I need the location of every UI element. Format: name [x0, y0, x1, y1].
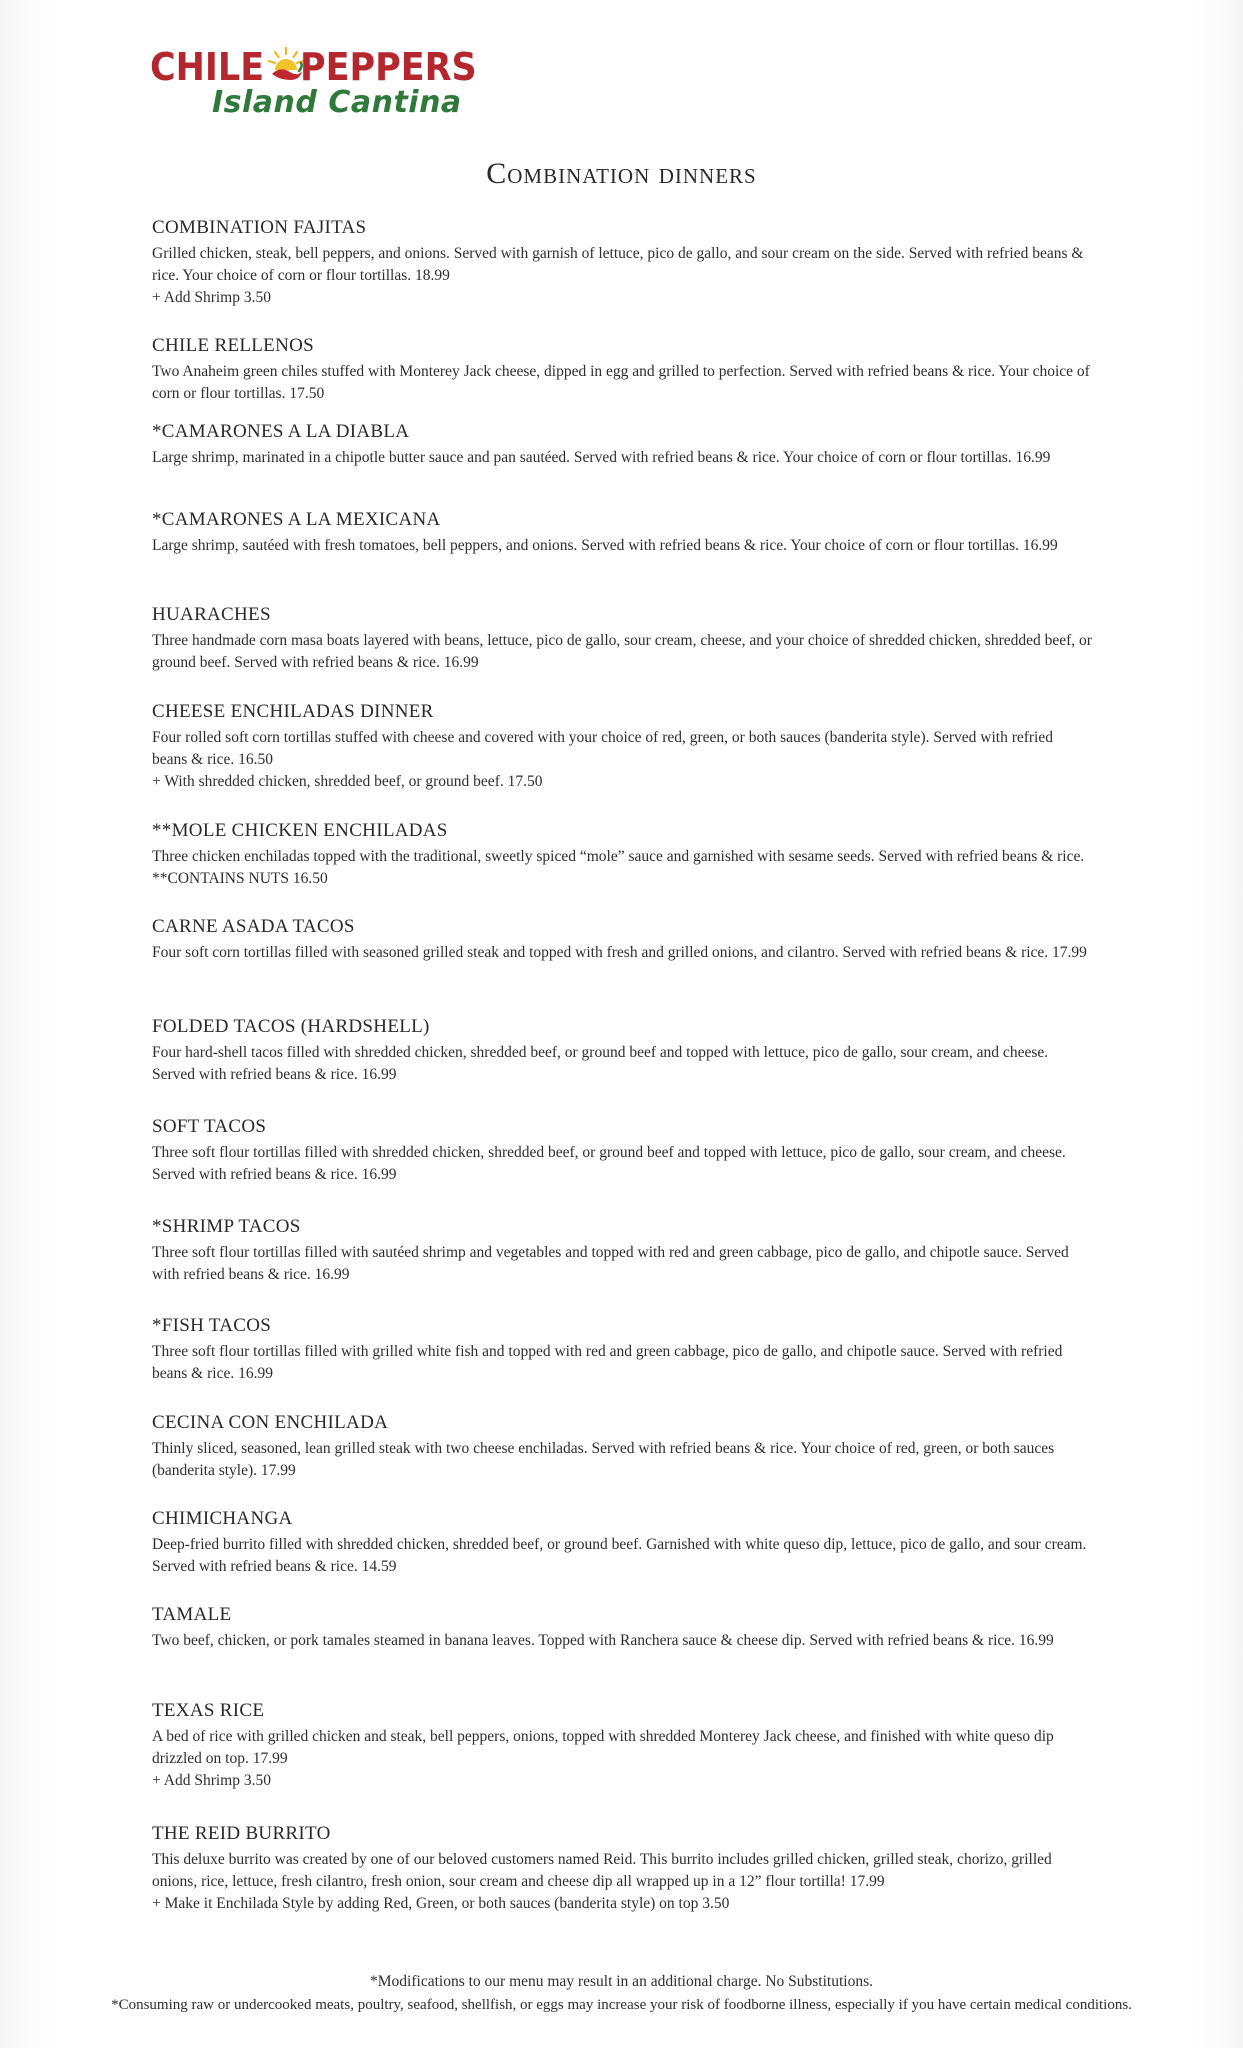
logo-subtitle: Island Cantina	[212, 85, 462, 120]
menu-item	[152, 1116, 1092, 1186]
menu-item-description: Thinly sliced, seasoned, lean grilled steak with two cheese enchiladas. Served with refried beans & rice. Your choice of red, green, or both sauces (banderita style). 17.99	[152, 1440, 1055, 1479]
footer-modifications-note: *Modifications to our menu may result in an additional charge. No Substitutions.	[370, 1973, 873, 1990]
menu-item	[152, 509, 1092, 557]
logo-word-peppers: PEPPERS	[300, 45, 477, 89]
menu-item	[152, 1700, 1092, 1792]
menu-item-description: Four rolled soft corn tortillas stuffed with cheese and covered with your choice of red, green, or both sauces (banderita style). Served with refried beans & rice. 16.50	[152, 729, 1053, 768]
menu-item-description: Three soft flour tortillas filled with shredded chicken, shredded beef, or ground beef and topped with lettuce, pico de gallo, sour cream, and cheese. Served with refried beans & rice. 16.99	[152, 1144, 1066, 1183]
menu-item-name: *FISH TACOS	[152, 1315, 272, 1336]
menu-item-name: THE REID BURRITO	[152, 1823, 331, 1844]
menu-item-name: CARNE ASADA TACOS	[152, 916, 355, 937]
menu-item	[152, 820, 1092, 890]
menu-item	[152, 701, 1092, 793]
menu-item	[152, 1823, 1092, 1915]
menu-item	[152, 1508, 1092, 1578]
menu-item-description: A bed of rice with grilled chicken and steak, bell peppers, onions, topped with shredded Monterey Jack cheese, and finished with white queso dip drizzled on top. 17.99	[152, 1728, 1054, 1767]
menu-item-description: Two beef, chicken, or pork tamales steamed in banana leaves. Topped with Ranchera sauce & cheese dip. Served with refried beans & rice. 16.99	[152, 1632, 1054, 1649]
menu-item-name: HUARACHES	[152, 604, 271, 625]
menu-item-description: Three chicken enchiladas topped with the traditional, sweetly spiced “mole” sauce and garnished with sesame seeds. Served with refried beans & rice. **CONTAINS NUTS 16.50	[152, 848, 1085, 887]
menu-item	[152, 604, 1092, 674]
menu-item-addon: + Make it Enchilada Style by adding Red, Green, or both sauces (banderita style) on top 3.50	[152, 1895, 730, 1912]
menu-item-name: TAMALE	[152, 1604, 232, 1625]
menu-item-description: Three handmade corn masa boats layered with beans, lettuce, pico de gallo, sour cream, cheese, and your choice of shredded chicken, shredded beef, or ground beef. Served with refried beans & rice. 16.99	[152, 632, 1092, 671]
menu-item-name: FOLDED TACOS (HARDSHELL)	[152, 1016, 430, 1037]
menu-item-name: *CAMARONES A LA DIABLA	[152, 421, 410, 442]
menu-item-name: COMBINATION FAJITAS	[152, 217, 367, 238]
menu-item	[152, 1216, 1092, 1286]
menu-item-description: Large shrimp, sautéed with fresh tomatoes, bell peppers, and onions. Served with refried beans & rice. Your choice of corn or flour tortillas. 16.99	[152, 537, 1058, 554]
menu-item-name: CECINA CON ENCHILADA	[152, 1412, 389, 1433]
menu-item	[152, 421, 1092, 469]
menu-item-name: SOFT TACOS	[152, 1116, 267, 1137]
menu-item	[152, 1315, 1092, 1385]
menu-item-name: CHILE RELLENOS	[152, 335, 314, 356]
menu-item-description: Three soft flour tortillas filled with grilled white fish and topped with red and green cabbage, pico de gallo, and chipotle sauce. Served with refried beans & rice. 16.99	[152, 1343, 1063, 1382]
menu-item-description: Deep-fried burrito filled with shredded chicken, shredded beef, or ground beef. Garnished with white queso dip, lettuce, pico de gallo, and sour cream. Served with refried beans & rice. 14.59	[152, 1536, 1087, 1575]
menu-item	[152, 1412, 1092, 1482]
menu-item	[152, 335, 1092, 405]
footer-health-warning: *Consuming raw or undercooked meats, poultry, seafood, shellfish, or eggs may increase your risk of foodborne illness, especially if you have certain medical conditions.	[111, 1997, 1132, 2013]
menu-item	[152, 1016, 1092, 1086]
menu-item-description: Two Anaheim green chiles stuffed with Monterey Jack cheese, dipped in egg and grilled to perfection. Served with refried beans & rice. Your choice of corn or flour tortillas. 17.50	[152, 363, 1090, 402]
menu-item-name: CHIMICHANGA	[152, 1508, 293, 1529]
menu-item-addon: + With shredded chicken, shredded beef, or ground beef. 17.50	[152, 773, 543, 790]
menu-item	[152, 1604, 1092, 1652]
menu-item-description: Grilled chicken, steak, bell peppers, and onions. Served with garnish of lettuce, pico de gallo, and sour cream on the side. Served with refried beans & rice. Your choice of corn or flour tortillas. 18.99	[152, 245, 1084, 284]
menu-item-description: Large shrimp, marinated in a chipotle butter sauce and pan sautéed. Served with refried beans & rice. Your choice of corn or flour tortillas. 16.99	[152, 449, 1051, 466]
menu-item-addon: + Add Shrimp 3.50	[152, 1772, 271, 1789]
menu-item	[152, 217, 1092, 309]
restaurant-logo	[150, 40, 510, 130]
menu-item-description: Three soft flour tortillas filled with sautéed shrimp and vegetables and topped with red and green cabbage, pico de gallo, and chipotle sauce. Served with refried beans & rice. 16.99	[152, 1244, 1069, 1283]
menu-item-name: **MOLE CHICKEN ENCHILADAS	[152, 820, 448, 841]
menu-item-description: Four hard-shell tacos filled with shredded chicken, shredded beef, or ground beef and topped with lettuce, pico de gallo, sour cream, and cheese. Served with refried beans & rice. 16.99	[152, 1044, 1049, 1083]
menu-item-name: CHEESE ENCHILADAS DINNER	[152, 701, 434, 722]
menu-item-name: *CAMARONES A LA MEXICANA	[152, 509, 441, 530]
logo-word-chile: CHILE	[150, 45, 265, 89]
menu-item-addon: + Add Shrimp 3.50	[152, 289, 271, 306]
logo-wordmark	[150, 40, 492, 89]
menu-item-name: *SHRIMP TACOS	[152, 1216, 301, 1237]
section-title: Combination dinners	[486, 157, 757, 190]
menu-item-description: Four soft corn tortillas filled with seasoned grilled steak and topped with fresh and grilled onions, and cilantro. Served with refried beans & rice. 17.99	[152, 944, 1087, 961]
menu-item-description: This deluxe burrito was created by one of our beloved customers named Reid. This burrito includes grilled chicken, grilled steak, chorizo, grilled onions, rice, lettuce, fresh cilantro, fresh onion, sour cream and cheese dip all wrapped up in a 12” flour tortilla! 17.99	[152, 1851, 1052, 1890]
menu-item	[152, 916, 1092, 964]
menu-item-name: TEXAS RICE	[152, 1700, 265, 1721]
